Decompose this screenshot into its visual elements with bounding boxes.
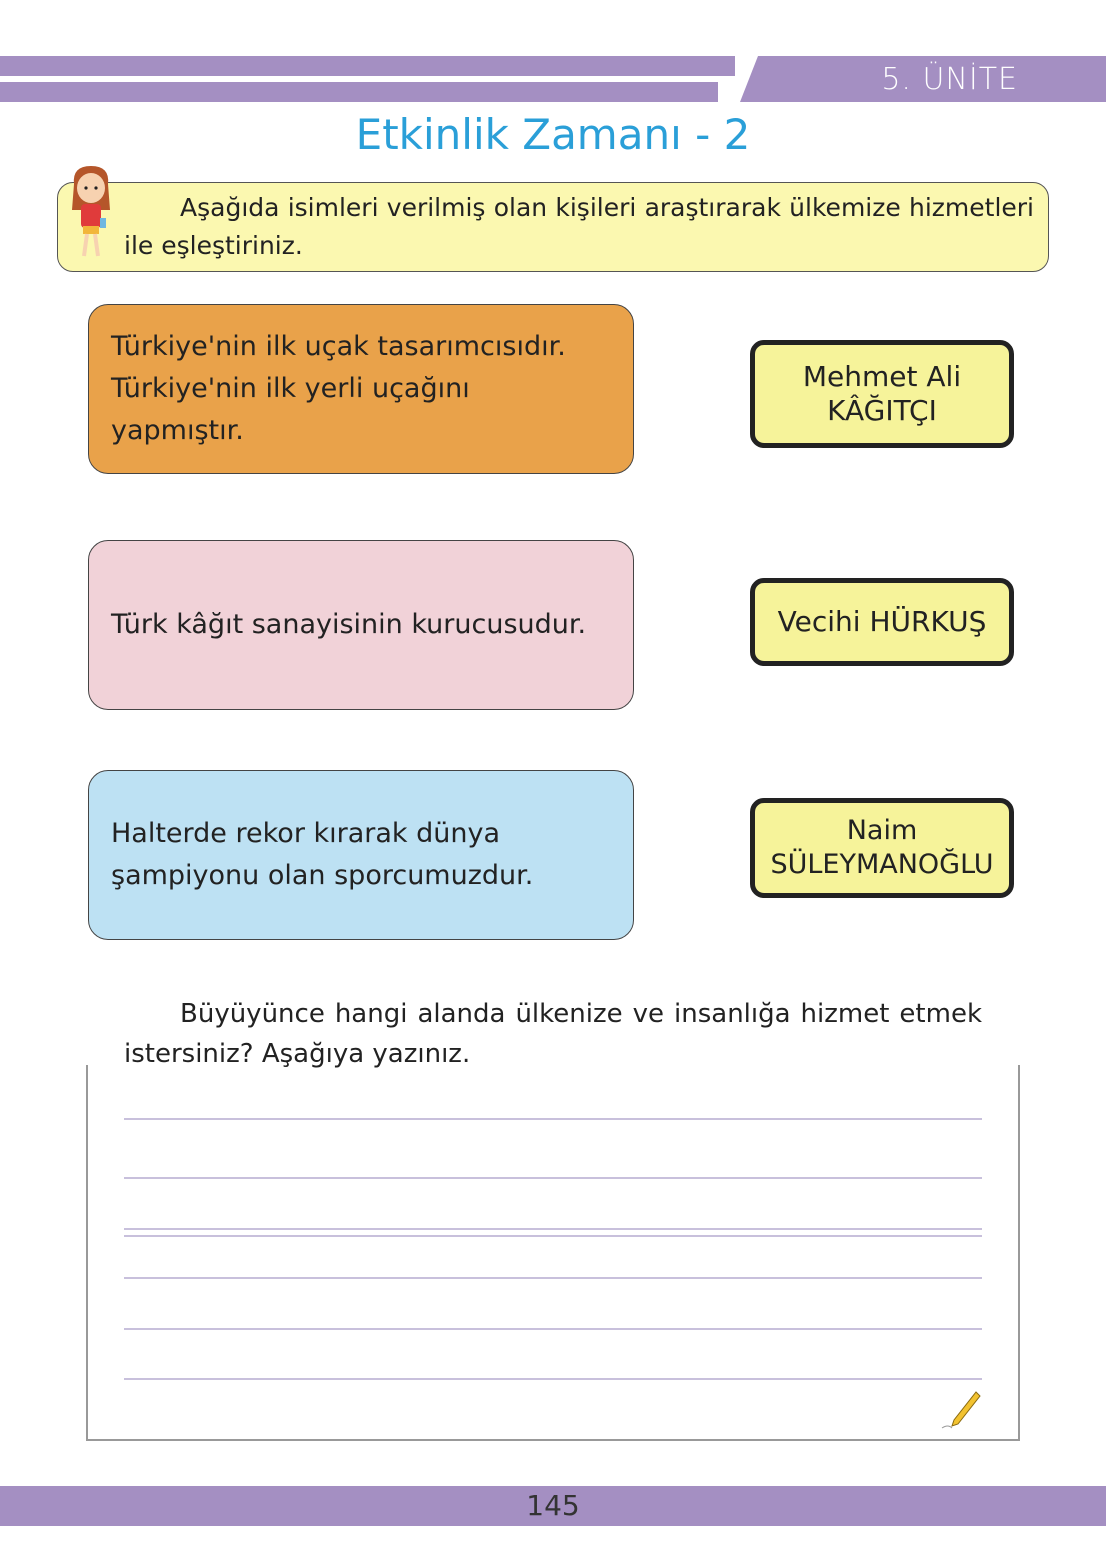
writing-line [124,1228,982,1230]
page-title: Etkinlik Zamanı - 2 [355,110,751,159]
girl-character-icon [62,162,120,262]
writing-line [124,1328,982,1330]
instruction-box: Aşağıda isimleri verilmiş olan kişileri araştırarak ülkemize hizmetleri ile eşleştiriniz. [57,182,1049,272]
description-card-1 [88,304,634,474]
description-card-2 [88,540,634,710]
writing-line [124,1235,982,1237]
name-text: Mehmet Ali KÂĞITÇI [802,360,962,427]
description-card-3 [88,770,634,940]
name-text: Vecihi HÜRKUŞ [777,605,987,638]
name-card-3[interactable] [750,798,1014,898]
pencil-icon [938,1388,984,1434]
writing-line [124,1378,982,1380]
header-band [0,56,735,76]
name-text: Naim SÜLEYMANOĞLU [770,815,994,880]
unit-label: 5. ÜNİTE [881,62,1018,97]
writing-line [124,1118,982,1120]
writing-area[interactable] [86,1065,1020,1441]
name-card-1[interactable] [750,340,1014,448]
description-text: Türk kâğıt sanayisinin kurucusudur. [111,609,587,640]
writing-line [124,1277,982,1279]
description-text: Halterde rekor kırarak dünya şampiyonu olan sporcumuzdur. [111,818,534,891]
name-card-2[interactable] [750,578,1014,666]
header-band [0,82,718,102]
description-text: Türkiye'nin ilk uçak tasarımcısıdır. Türkiye'nin ilk yerli uçağını yapmıştır. [111,331,566,446]
writing-line [124,1177,982,1179]
question-text: Büyüyünce hangi alanda ülkenize ve insanlığa hizmet etmek istersiniz? Aşağıya yazınız. [124,999,982,1069]
page-number: 145 [0,1486,1106,1526]
